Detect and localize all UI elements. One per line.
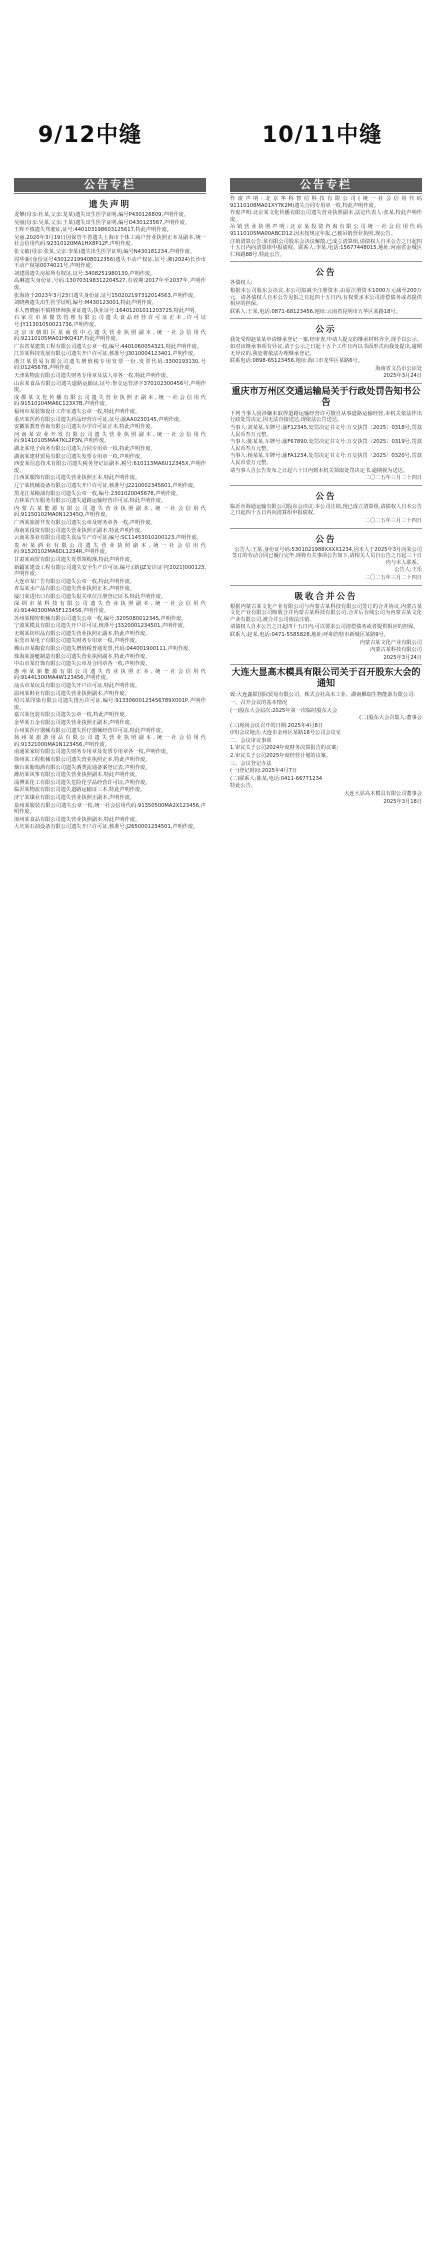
notice-paragraph: 联系人:王某,电话:0871-68123456,地址:云南省昆明市五华区某路18号。	[230, 308, 401, 315]
column-title: 公告专栏	[14, 178, 206, 192]
notice-paragraph: 珠海某游艇制造有限公司遗失营业执照副本,特此声明作废。	[14, 653, 151, 660]
notice-paragraph: 台州某医疗器械有限公司遗失医疗器械经营许可证,特此声明作废。	[14, 727, 167, 734]
notice-paragraph: 刘建国遗失房屋所有权证,证号:3408251980130,声明作废。	[14, 270, 156, 277]
divider	[14, 193, 206, 194]
notice-paragraph: 河南某农业开发有限公司遗失营业执照副本,统一社会信用代码:91410105MA47KL2P3N,声明作废。	[14, 431, 206, 445]
notice-paragraph: 作废声明:北京某文化传播有限公司遗失营业执照副本,法定代表人:张某,特此声明作废。	[230, 210, 422, 223]
section-divider	[230, 261, 422, 262]
section-divider	[230, 383, 422, 384]
notice-paragraph: 南通某家纺有限公司遗失财务专用章及发票专用章各一枚,声明作废。	[14, 749, 172, 756]
notice-paragraph: 温州某鞋业有限公司遗失营业执照副本,声明作废。	[14, 690, 130, 697]
notice-paragraph: 我处受理赵某某申请继承登记一案,经审查,申请人提交的继承材料齐全,现予以公示。如对该继承事项有异议,请于公示之日起十五个工作日内以书面形式向我处提出,逾期无异议的,我处将依法办理继承登记。	[230, 337, 422, 357]
notice-paragraph: 请当事人自公告发布之日起六十日内到本机关领取处罚决定书,逾期视为送达。	[230, 467, 409, 474]
notice-paragraph: 石家庄市某餐饮管理有限公司遗失食品经营许可证正本,许可证号:JY11301050021736,声明作废。	[14, 315, 206, 328]
notice-paragraph: 无锡某纺织品有限公司遗失营业执照正副本,特此声明作废。	[14, 630, 151, 637]
notice-paragraph: 济宁某煤业有限公司遗失营业执照正副本,声明作废。	[14, 794, 135, 801]
notice-paragraph: 佛山市某陶瓷有限公司遗失增值税普通发票,代码:044001900111,声明作废。	[14, 646, 194, 653]
page-header-right: 10/11中缝	[262, 123, 383, 148]
notice-paragraph: 贵州某酒业有限公司遗失营业执照副本,统一社会信用代码:91520102MA6DL1234R,声明作废。	[14, 542, 206, 556]
notice-paragraph: 根据内蒙古某文化产业有限公司与内蒙古某科技有限公司签订的合并协议,内蒙古某文化产业有限公司吸收合并内蒙古某科技有限公司,合并后存续公司为内蒙古某文化产业有限公司,被合并公司依法注销。	[230, 603, 422, 623]
column-title: 公告专栏	[230, 178, 422, 192]
notice-paragraph: 惠州某新能源有限公司遗失营业执照正本,统一社会信用代码:91441300MA4W123456,声明作废。	[14, 668, 206, 682]
notice-paragraph: 高琳遗失身份证,号码:130703198312204527,有效期:2017年至2037年,声明作废。	[14, 278, 206, 291]
notice-paragraph: 周华新(身份证号430122199408012356)遗失不动产权证,证号:湘(2024)长沙市不动产权第0074021号,声明作废。	[14, 256, 206, 270]
notice-paragraph: 2025年3月24日	[383, 654, 422, 661]
section-title: 吸收合并公告	[294, 591, 358, 602]
notice-paragraph: 王辉不慎遗失驾驶证,证号:440103198603125617,特此声明作废。	[14, 227, 172, 234]
section-divider	[230, 664, 422, 665]
notice-paragraph: 内蒙古某科技有限公司	[370, 647, 422, 654]
notice-paragraph: 漳州某食品有限公司遗失营业执照副本,特此声明作废。	[14, 816, 141, 823]
notice-paragraph: 西安某信息技术有限公司遗失税务登记证副本,税号:610113MA6U12345X,声明作废。	[14, 461, 206, 474]
notice-paragraph: 2.审议关于公司2025年度经营计划的议案。	[230, 753, 332, 760]
notice-paragraph: 内蒙古某能源有限公司遗失营业执照副本,统一社会信用代码:91150102MA0N12345Q,声明作废。	[14, 505, 206, 519]
notice-paragraph: 临沂某物流有限公司遗失道路运输证三本,特此声明作废。	[14, 787, 146, 794]
notice-paragraph: 吉林某汽车服务有限公司遗失道路运输经营许可证,特此声明作废。	[14, 498, 167, 505]
notice-paragraph: 海南某投资有限公司遗失营业执照正副本,特此声明作废。	[14, 527, 146, 534]
notice-paragraph: 各债权人:	[230, 280, 253, 287]
notice-paragraph: 本人曾晓丽不慎将律师执业证遗失,执业证号:16401201011203725,特此声明。	[14, 307, 200, 314]
notice-paragraph: 一、召开会议的基本情况	[230, 699, 288, 706]
notice-paragraph: 2025年3月24日	[383, 373, 422, 380]
notice-paragraph: 联系人:赵某,电话:0471-5585828,地址:呼和浩特市新城区某路9号。	[230, 631, 389, 638]
notice-paragraph: 淄博某化工有限公司遗失危险化学品经营许可证,声明作废。	[14, 779, 151, 786]
notice-paragraph: 张海涛于2023年3月23日遗失身份证,证号150202197312014563,声明作废。	[14, 292, 199, 299]
notice-paragraph: 大庆某石油设备有限公司遗失开户许可证,核准号:J2650001234501,声明作废。	[14, 824, 199, 831]
notice-paragraph: 成都某文化传播有限公司遗失营业执照正副本,统一社会信用代码:91510104MA6C123X7B,声明作废。	[14, 394, 206, 408]
notice-paragraph: 临沂市海通运输有限公司股东会决议:本公司注销,现已成立清算组,请债权人自本公告之日起四十五日内向清算组申报债权。	[230, 503, 422, 517]
notice-paragraph: 致:大连鑫联国际贸易有限公司、株式会社高木工业、湖南郴瑞生物能源有限公司:	[230, 692, 416, 699]
section-title: 遗失声明	[88, 200, 131, 210]
notice-paragraph: 特此公告。	[230, 783, 256, 790]
notice-paragraph: 广东省某建筑工程有限公司遗失公章一枚,编号:4401060054321,特此声明作废。	[14, 343, 203, 350]
notice-paragraph: 重庆某医药有限公司遗失药品经营许可证,证号:渝AA0230145,声明作废。	[14, 416, 185, 423]
section-divider	[230, 528, 422, 529]
notice-paragraph: 徐州某工程机械有限公司遗失营业执照正本,特此声明作废。	[14, 756, 151, 763]
notice-paragraph: 吴丽(母亲:吴某,父亲:王某)遗失出生医学证明,编号O430123567,声明作废。	[14, 219, 190, 226]
notice-paragraph: (二)联系人:陈某,电话:0411-66771234	[230, 775, 323, 782]
notice-paragraph: 绍兴某印染有限公司遗失排污许可证,编号:91330600123456789X001P,声明作废。	[14, 698, 206, 711]
notice-paragraph: 扬州某旅游用品有限公司遗失营业执照副本,统一社会信用代码:91321000MA1N123456,声明作废。	[14, 735, 206, 748]
notice-paragraph: 云南某茶业有限公司遗失食品生产许可证,编号:SC11453010200123,声明作废。	[14, 535, 202, 542]
notice-paragraph: 张文敏(母亲:张某,父亲:李某)遗失出生医学证明,编号N430181234,声明作废。	[14, 248, 195, 255]
section-title: 公告	[315, 268, 337, 279]
notice-paragraph: 1.审议关于公司2024年度财务决算报告的议案;	[230, 745, 339, 752]
section-title: 公告	[315, 491, 337, 502]
notice-paragraph: (三)现场会议召开的日期:2025年4月8日	[230, 722, 324, 729]
notice-paragraph: 中山市某灯饰有限公司遗失公章及合同章各一枚,声明作废。	[14, 661, 151, 668]
notice-paragraph: 苏州某精密机械有限公司遗失公章一枚,编号:3205080012345,声明作废。	[14, 615, 187, 622]
notice-paragraph: 二〇二五年三月二十四日	[364, 574, 422, 581]
notice-paragraph: 厦门某进出口有限公司遗失报关单位注册登记证书,特此声明作废。	[14, 593, 167, 600]
notice-paragraph: 新疆某建设工程有限公司遗失安全生产许可证,编号:(新)JZ安许证字[2021]000123,声明作废。	[14, 564, 206, 578]
notice-paragraph: 吊销营业执照声明:北京某投资咨询有限公司统一社会信用代码91110105MA00ABCD12,因未按规定年报,已被吊销营业执照,现公告。	[230, 224, 422, 237]
section-divider	[230, 485, 422, 486]
notice-paragraph: 泉州某服装有限公司遗失公章一枚,统一社会信用代码:91350500MA2X123456,声明作废。	[14, 802, 206, 816]
notice-paragraph: 江西某服饰有限公司遗失营业执照正本,特此声明作废。	[14, 475, 141, 482]
notice-paragraph: (一)股东大会届次:2025年第一次临时股东大会	[230, 707, 338, 714]
notice-paragraph: 公告人:王乐	[394, 567, 422, 574]
notice-paragraph: 金华某五金有限公司遗失营业执照正副本,声明作废。	[14, 719, 135, 726]
notice-paragraph: 黑龙江某粮油有限公司遗失公章一枚,编号:2301020045678,声明作废。	[14, 490, 182, 497]
notice-paragraph: 潍坊某风筝有限公司遗失营业执照副本,特此声明作废。	[14, 772, 141, 779]
left-column	[14, 178, 206, 2230]
notice-paragraph: 福州市某装饰设计工作室遗失公章一枚,特此声明作废。	[14, 409, 141, 416]
notice-paragraph: 北京市朝阳区某商贸中心遗失营业执照副本,统一社会信用代码:92110105MA01HKQ41F,特此声明作废。	[14, 329, 206, 343]
section-divider	[230, 585, 422, 586]
notice-paragraph: 联系电话:0898-65123456,地址:海口市龙华区某路6号。	[230, 358, 363, 365]
section-title: 重庆市万州区交通运输局关于行政处罚告知书公告	[231, 386, 421, 408]
notice-paragraph: 汕头市某玩具有限公司遗失开户许可证,特此声明作废。	[14, 683, 141, 689]
notice-paragraph: 公告人:王某,身份证号码:5301021988XXXX1234,因本人于2025年3月向某公司签订的劳动合同已履行完毕,现将有关事项公告如下,请相关人员自公告之日起三十日内与本人联系。	[231, 546, 422, 566]
notice-paragraph: 下列当事人因涉嫌未取得道路运输经营许可擅自从事道路运输经营,本机关依法作出行政处罚决定,因无法直接送达,现依法公告送达。	[230, 410, 422, 424]
notice-paragraph: 烟台某葡萄酒有限公司遗失酒类流通备案登记表,声明作废。	[14, 764, 151, 771]
notice-paragraph: 甘肃某商贸有限公司遗失发票领购簿,特此声明作废。	[14, 556, 135, 563]
divider	[230, 193, 422, 194]
right-column	[230, 178, 422, 2230]
notice-paragraph: 山东某食品有限公司遗失道路运输证,证号:鲁交运管济字370102300456号,声明作废。	[14, 380, 206, 394]
section-title: 大连大显高木模具有限公司关于召开股东大会的通知	[231, 668, 421, 690]
notice-paragraph: (二)股东大会召集人:董事会	[359, 715, 422, 722]
notice-paragraph: 湖南某建材贸易有限公司遗失发票专用章一枚,声明作废。	[14, 453, 146, 460]
notice-paragraph: 东莞市某电子有限公司遗失财务专用章一枚,声明作废。	[14, 638, 141, 645]
section-divider	[230, 318, 422, 319]
notice-paragraph: 江苏某科技发展有限公司遗失开户许可证,核准号:J3010004123401,声明作废。	[14, 351, 199, 358]
notice-paragraph: 2025年3月18日	[383, 798, 422, 805]
section-title: 公示	[315, 325, 337, 336]
notice-paragraph: 嘉兴某包装有限公司遗失公章一枚,特此声明作废。	[14, 712, 130, 719]
page-header-left: 9/12中缝	[38, 123, 142, 148]
notice-paragraph: (一)登记时间:2025年4月7日	[230, 768, 298, 775]
notice-paragraph: 天津某物流有限公司遗失财务专用章及法人章各一枚,特此声明作废。	[14, 373, 172, 380]
section-title: 公告	[315, 534, 337, 545]
notice-paragraph: 当事人:杨某某,车牌号:渝FA1234,处罚决定书文号:万交执罚〔2025〕0320号,罚款人民币壹万元整。	[230, 453, 422, 467]
notice-paragraph: 请债权人自本公告之日起四十五日内,可以要求公司清偿债务或者提供相应的担保。	[230, 624, 419, 631]
notice-paragraph: 大连大显高木模具有限公司董事会	[344, 791, 422, 798]
notice-paragraph: 二〇二五年三月二十四日	[364, 518, 422, 524]
notice-paragraph: 大连市某广告有限公司遗失公章一枚,特此声明作废。	[14, 578, 135, 585]
notice-paragraph: 根据本公司股东会决议,本公司拟减少注册资本,由原注册资本1000万元减至200万元。请各债权人自本公告见报之日起四十五日内,有权要求本公司清偿债务或者提供相应的担保。	[230, 287, 422, 308]
notice-paragraph: 内蒙古某文化产业有限公司	[359, 639, 422, 646]
notice-paragraph: 注销清算公告:某有限公司股东会决议解散,已成立清算组,请债权人自本公告之日起四十五日内向清算组申报债权。联系人:李某,电话:15677448015,地址:河南省金城区仁和路88号,特此公告。	[230, 238, 422, 258]
notice-paragraph: 深圳市某科技有限公司遗失营业执照副本,统一社会信用代码:91440300MA5F123456,声明作废。	[14, 601, 206, 615]
notice-paragraph: 安徽某教育咨询有限公司遗失办学许可证正本,特此声明作废。	[14, 424, 156, 431]
notice-paragraph: 作废声明:北京华科智信科技有限公司(统一社会信用代码91110108MA01XY7K2M)遗失合同专用章一枚,特此声明作废。	[230, 196, 422, 209]
notice-paragraph: 宁波某模具有限公司遗失开户许可证,核准号:J3320001234501,声明作废。	[14, 623, 188, 630]
notice-paragraph: 三、会议登记办法	[230, 760, 272, 767]
notice-paragraph: 浙江某贸易有限公司遗失增值税专用发票一份,发票代码:3300193130,号码:01245678,声明作废。	[14, 358, 206, 372]
notice-paragraph: 青岛某水产品有限公司遗失营业执照正本,声明作废。	[14, 586, 135, 593]
notice-paragraph: 辽宁某机械设备有限公司遗失开户许可证,核准号:J2210002345601,声明作废。	[14, 482, 199, 489]
notice-paragraph: 湖北某电子商务有限公司遗失合同专用章一枚,特此声明作废。	[14, 446, 156, 452]
notice-paragraph: 二〇二五年三月二十四日	[364, 475, 422, 482]
notice-paragraph: 龙攀(母亲:杜某,父亲:龙某)遗失出生医学证明,编号P430126809,声明作废。	[14, 212, 190, 218]
notice-paragraph: 当事人:陈某某,车牌号:渝F67890,处罚决定书文号:万交执罚〔2025〕0319号,罚款人民币叁万元整。	[230, 439, 422, 452]
notice-paragraph: (四)会议地点:大连市金州区某路18号公司会议室	[230, 730, 341, 737]
notice-paragraph: 广西某旅游开发有限公司遗失公章及财务章各一枚,声明作废。	[14, 519, 156, 526]
notice-paragraph: 刘晓燕遗失出生医学证明,编号:M430123001,特此声明作废。	[14, 300, 157, 307]
notice-paragraph: 海南省文昌市公证处	[375, 365, 422, 372]
notice-paragraph: 二、会议审议事项	[230, 737, 272, 744]
notice-paragraph: 吴丽,2020年3月19日因保管不善遗失上海市个体工商户营业执照正本及副本,统一社会信用代码:92310120MA1HX8P12F,声明作废。	[14, 234, 206, 248]
notice-paragraph: 当事人:刘某某,车牌号:渝F12345,处罚决定书文号:万交执罚〔2025〕0318号,罚款人民币叁万元整。	[230, 425, 422, 438]
